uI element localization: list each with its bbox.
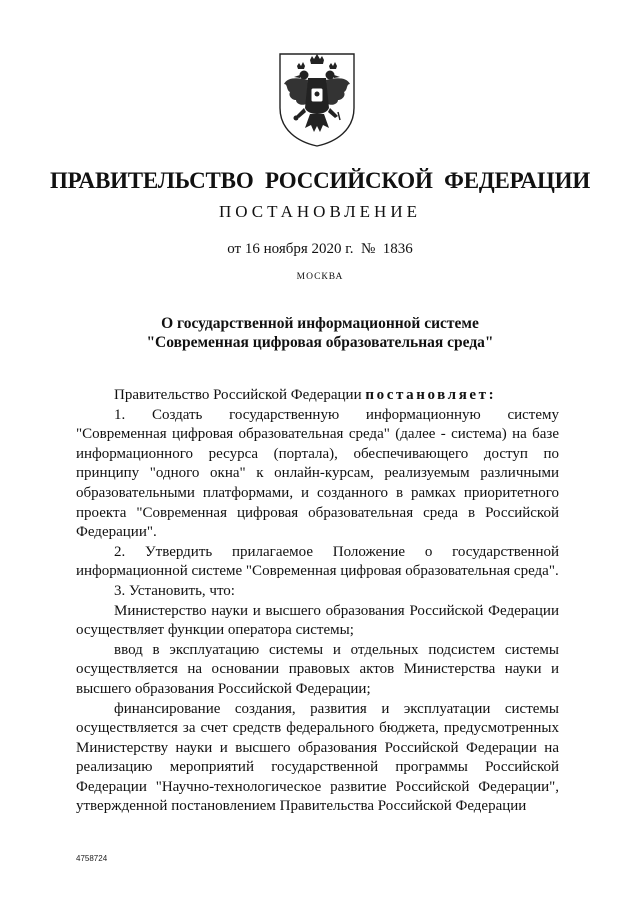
government-title: ПРАВИТЕЛЬСТВО РОССИЙСКОЙ ФЕДЕРАЦИИ (49, 168, 591, 193)
paragraph-financing: финансирование создания, развития и эксплуатации системы осуществляется за счет средств федерального бюджета, предусмотренных Министерству науки и высшего образования Российской Федерации на реализацию мероприятий государственной программы Российской Федерации "Научно-технологическое развитие Российской Федерации", утвержденной постановлением Правительства Российской Федерации (76, 700, 559, 815)
number-sign: № (360, 241, 376, 257)
paragraph-operator: Министерство науки и высшего образования Российской Федерации осуществляет функции оператора системы; (76, 602, 559, 639)
date-line (0, 241, 640, 258)
subject-line-1: О государственной информационной системе (161, 315, 479, 332)
document-type: ПОСТАНОВЛЕНИЕ (218, 202, 421, 221)
intro-text: Правительство Российской Федерации (114, 387, 366, 403)
paragraph-1: 1. Создать государственную информационную систему "Современная цифровая образовательная среда" (далее - система) на базе информационного ресурса (портала), обеспечивающего доступ по принципу "одного окна" к онлайн-курсам, реализуемым различными образовательными платформами, и созданного в рамках приоритетного проекта "Современная цифровая образовательная среда в Российской Федерации". (76, 406, 559, 541)
document-date: 16 ноября 2020 г. (244, 241, 354, 257)
city: МОСКВА (296, 272, 344, 282)
date-prefix: от (227, 241, 242, 257)
coat-of-arms-emblem (274, 50, 360, 148)
paragraph-3: 3. Установить, что: (114, 582, 235, 599)
document-body (76, 386, 559, 817)
intro-verb: постановляет: (365, 387, 497, 403)
paragraph-2: 2. Утвердить прилагаемое Положение о государственной информационной системе "Современная цифровая образовательная среда". (76, 543, 559, 580)
paragraph-commissioning: ввод в эксплуатацию системы и отдельных подсистем системы осуществляется на основании правовых актов Министерства науки и высшего образования Российской Федерации; (76, 641, 559, 697)
footer-doc-number: 4758724 (76, 854, 108, 863)
document-number: 1836 (382, 241, 413, 257)
document-subject (0, 314, 640, 352)
subject-line-2: "Современная цифровая образовательная среда" (146, 334, 494, 351)
intro-paragraph (76, 386, 559, 406)
